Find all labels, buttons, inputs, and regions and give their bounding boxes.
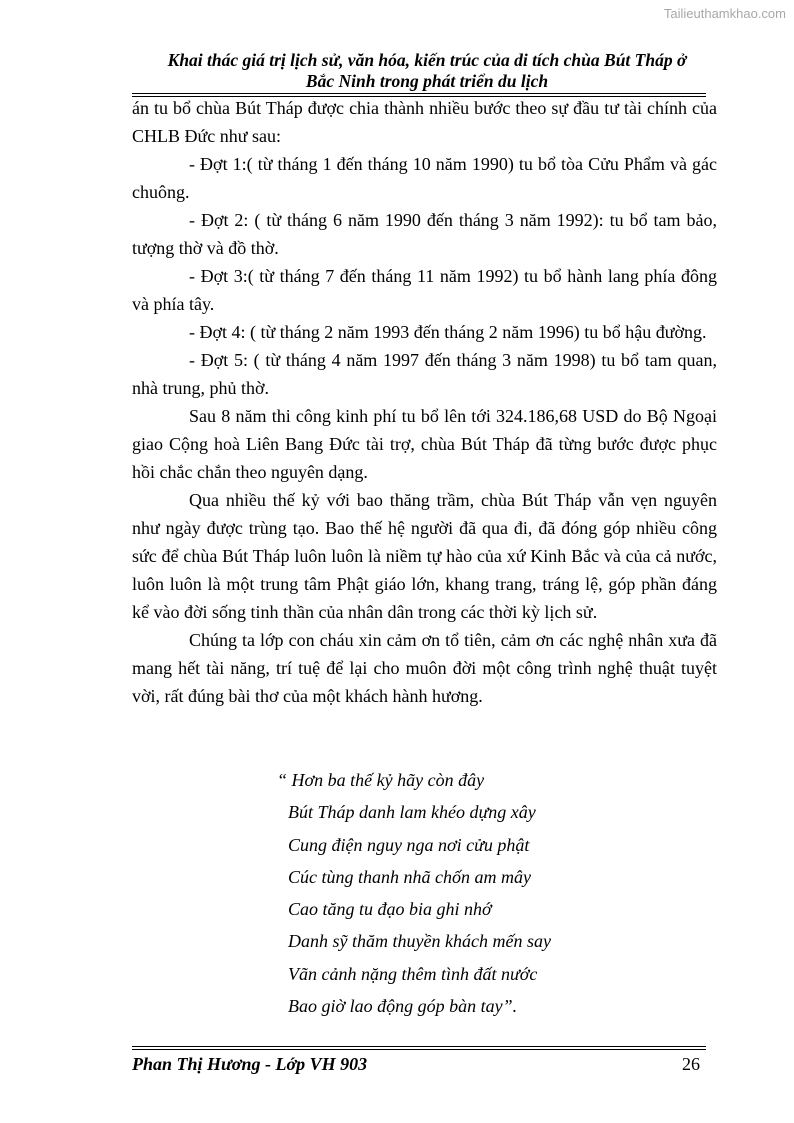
- running-header: [132, 50, 722, 92]
- poem-line: Bao giờ lao động góp bàn tay”.: [288, 996, 518, 1017]
- poem-line: Vãn cảnh nặng thêm tình đất nước: [288, 963, 538, 984]
- poem-line: Bút Tháp danh lam khéo dựng xây: [288, 802, 536, 823]
- paragraph: - Đợt 4: ( từ tháng 2 năm 1993 đến tháng 2 năm 1996) tu bổ hậu đường.: [189, 322, 707, 342]
- page-number: 26: [682, 1054, 700, 1074]
- watermark-text: Tailieuthamkhao.com: [663, 6, 786, 21]
- poem-line: Danh sỹ thăm thuyền khách mến say: [288, 931, 551, 952]
- paragraph: - Đợt 3:( từ tháng 7 đến tháng 11 năm 1992) tu bổ hành lang phía đông và phía tây.: [132, 266, 717, 314]
- footer-author: Phan Thị Hương - Lớp VH 903: [132, 1054, 368, 1074]
- poem-line: Cung điện nguy nga nơi cửu phật: [288, 834, 530, 855]
- paragraph: Qua nhiều thế kỷ với bao thăng trầm, chùa Bút Tháp vẫn vẹn nguyên như ngày được trùng tạo. Bao thế hệ người đã qua đi, đã đóng góp nhiều công sức để chùa Bút Tháp luôn luôn là niềm tự hào của xứ Kinh Bắc và của cả nước, luôn luôn là một trung tâm Phật giáo lớn, khang trang, tráng lệ, góp phần đáng kể vào đời sống tinh thần của nhân dân trong các thời kỳ lịch sử.: [132, 490, 717, 622]
- body-text: [132, 94, 717, 710]
- poem-line: Cúc tùng thanh nhã chốn am mây: [288, 866, 531, 887]
- paragraph: - Đợt 5: ( từ tháng 4 năm 1997 đến tháng 3 năm 1998) tu bổ tam quan, nhà trung, phủ thờ.: [132, 350, 717, 398]
- footer-divider: [132, 1046, 706, 1050]
- poem-line: “ Hơn ba thế kỷ hãy còn đây: [277, 770, 485, 790]
- poem: [277, 764, 551, 1022]
- paragraph: - Đợt 2: ( từ tháng 6 năm 1990 đến tháng 3 năm 1992): tu bổ tam bảo, tượng thờ và đồ thờ.: [132, 210, 717, 258]
- header-line-1: Khai thác giá trị lịch sử, văn hóa, kiến trúc của di tích chùa Bút Tháp ở: [167, 50, 687, 70]
- header-line-2: Bắc Ninh trong phát triển du lịch: [305, 71, 549, 91]
- paragraph: án tu bổ chùa Bút Tháp được chia thành nhiều bước theo sự đầu tư tài chính của CHLB Đức như sau:: [132, 98, 717, 146]
- paragraph: Chúng ta lớp con cháu xin cảm ơn tổ tiên, cảm ơn các nghệ nhân xưa đã mang hết tài năng, trí tuệ để lại cho muôn đời một công trình nghệ thuật tuyệt vời, rất đúng bài thơ của một khách hành hương.: [132, 630, 717, 706]
- paragraph: Sau 8 năm thi công kinh phí tu bổ lên tới 324.186,68 USD do Bộ Ngoại giao Cộng hoà Liên Bang Đức tài trợ, chùa Bút Tháp đã từng bước được phục hồi chắc chắn theo nguyên dạng.: [132, 406, 717, 482]
- paragraph: - Đợt 1:( từ tháng 1 đến tháng 10 năm 1990) tu bổ tòa Cửu Phẩm và gác chuông.: [132, 154, 717, 202]
- poem-line: Cao tăng tu đạo bia ghi nhớ: [288, 899, 492, 920]
